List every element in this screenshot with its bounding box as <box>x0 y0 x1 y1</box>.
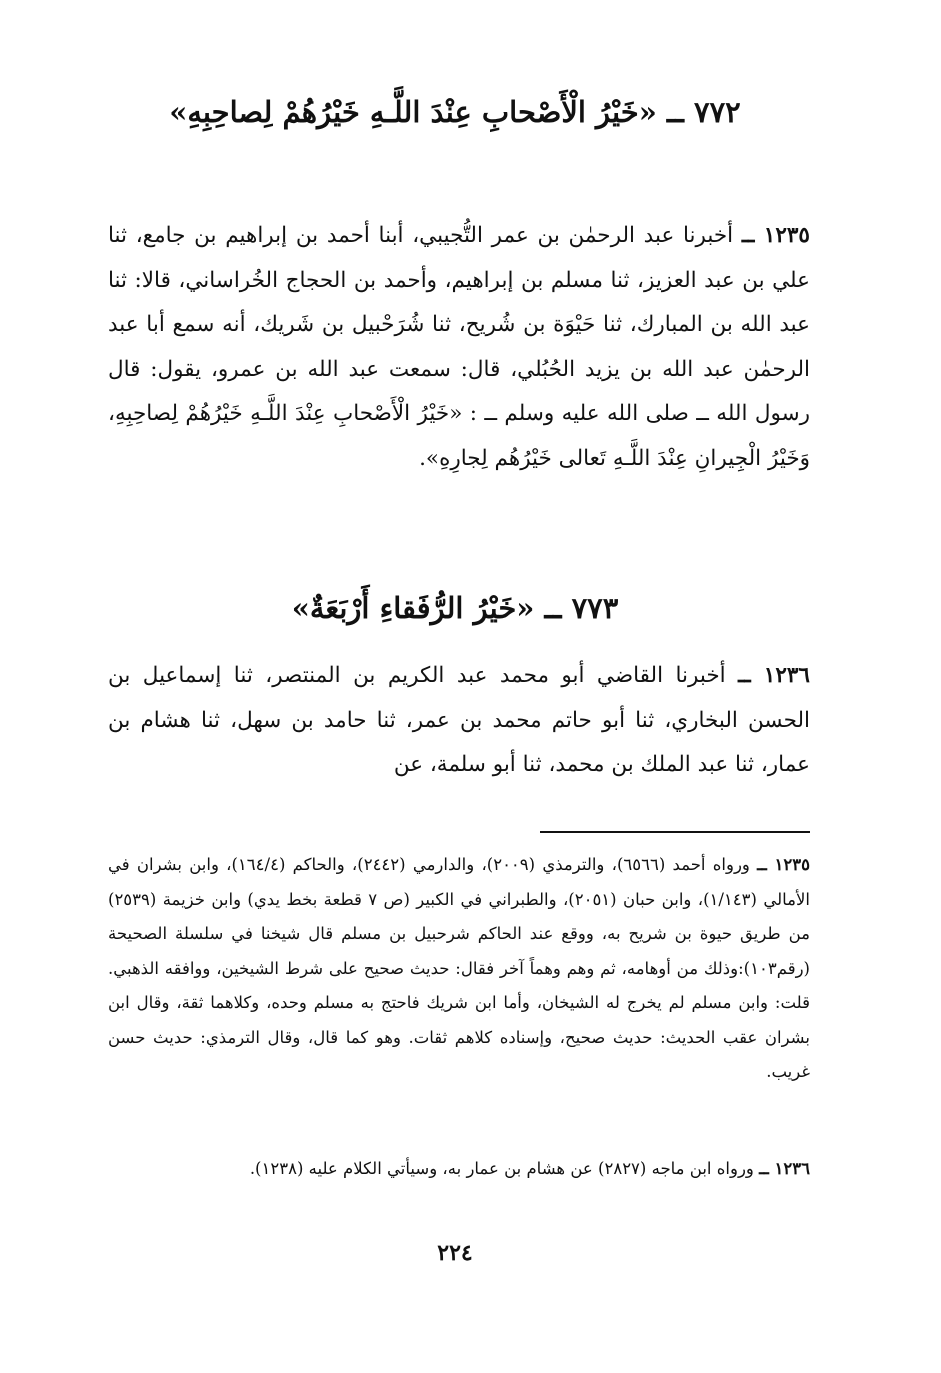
narration-1235-text: أخبرنا عبد الرحمٰن بن عمر التُّجيبي، أبنا أحمد بن إبراهيم بن جامع، ثنا علي بن عبد العزيز، ثنا مسلم بن إبراهيم، وأحمد بن الحجاج الخُراساني، قالا: ثنا عبد الله بن المبارك، ثنا حَيْوَة بن شُريح، ثنا شُرَحْبيل بن شَريك، أنه سمع أبا عبد الرحمٰن عبد الله بن يزيد الحُبُلي، قال: سمعت عبد الله بن عمرو، يقول: قال رسول الله ــ صلى الله عليه وسلم ــ : «خَيْرُ الْأَصْحابِ عِنْدَ اللَّـهِ خَيْرُهُمْ لِصاحِبِهِ، وَخَيْرُ الْجِيرانِ عِنْدَ اللَّـهِ تَعالى خَيْرُهُم لِجارِهِ». <box>108 223 810 471</box>
footnote-divider <box>540 831 810 833</box>
hadith-772-heading: ٧٧٢ ــ «خَيْرُ الْأَصْحابِ عِنْدَ اللَّـهِ خَيْرُهُمْ لِصاحِبِهِ» <box>169 95 741 129</box>
page-number: ٢٢٤ <box>437 1240 473 1266</box>
narration-1236-text: أخبرنا القاضي أبو محمد عبد الكريم بن المنتصر، ثنا إسماعيل بن الحسن البخاري، ثنا أبو حاتم محمد بن عمر، ثنا حامد بن سهل، ثنا هشام بن عمار، ثنا عبد الملك بن محمد، ثنا أبو سلمة، عن <box>108 663 810 777</box>
footnote-1235-text: ورواه أحمد (٦٥٦٦)، والترمذي (٢٠٠٩)، والدارمي (٢٤٤٢)، والحاكم (١٦٤/٤)، وابن بشران في الأمالي (١/١٤٣)، وابن حبان (٢٠٥١)، والطبراني في الكبير (ص ٧ قطعة بخط يدي) وابن خزيمة (٢٥٣٩) من طريق حيوة بن شريح به، ووقع عند الحاكم شرحبيل بن مسلم قال شيخنا في سلسلة الصحيحة (رقم١٠٣):وذلك من أوهامه، ثم وهم وهماً آخر فقال: حديث صحيح على شرط الشيخين، ووافقه الذهبي. قلت: وابن مسلم لم يخرج له الشيخان، وأما ابن شريك فاحتج به مسلم وحده، وكلاهما ثقة، وقال ابن بشران عقب الحديث: حديث صحيح، وإسناده كلاهم ثقات. وهو كما قال، وقال الترمذي: حديث حسن غريب. <box>108 855 810 1081</box>
footnote-1236-number: ١٢٣٦ ــ <box>759 1159 810 1178</box>
narration-1235-number: ١٢٣٥ ــ <box>741 223 810 248</box>
footnote-1235-number: ١٢٣٥ ــ <box>757 855 810 874</box>
book-page <box>100 80 810 1320</box>
footnote-1236 <box>108 1152 810 1187</box>
narration-1235 <box>108 214 810 481</box>
narration-1236 <box>108 654 810 788</box>
hadith-773-heading: ٧٧٣ ــ «خَيْرُ الرُّفَقاءِ أَرْبَعَةٌ» <box>291 591 619 625</box>
footnote-1235 <box>108 848 810 1090</box>
narration-1236-number: ١٢٣٦ ــ <box>738 663 810 688</box>
footnote-1236-text: ورواه ابن ماجه (٢٨٢٧) عن هشام بن عمار به، وسيأتي الكلام عليه (١٢٣٨). <box>249 1159 754 1178</box>
